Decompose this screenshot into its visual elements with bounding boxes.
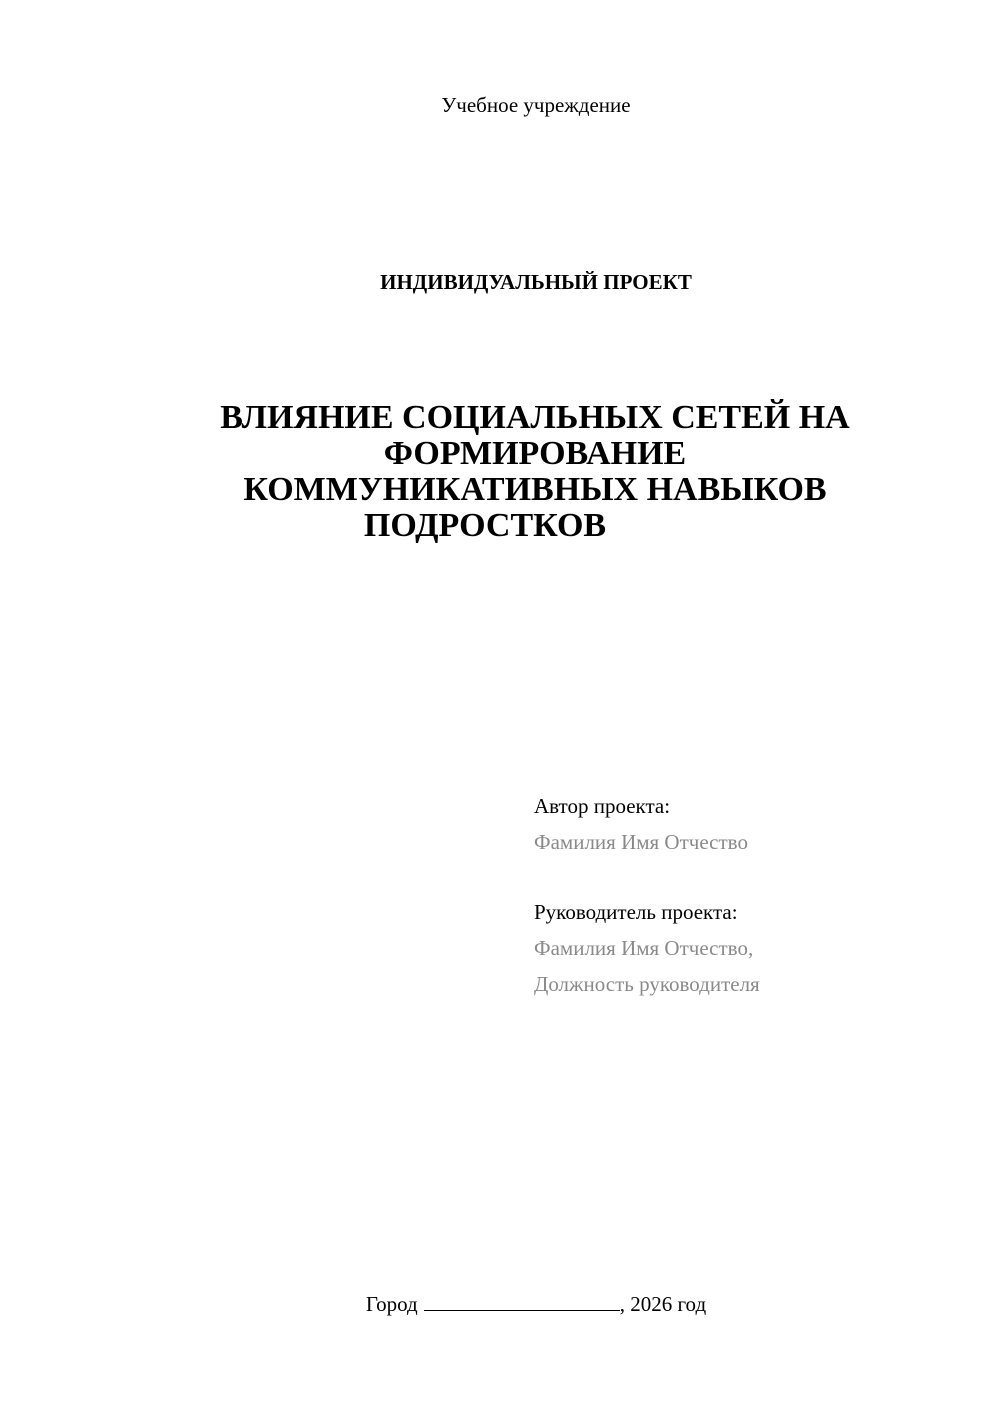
year-text: , 2026 год bbox=[619, 1292, 707, 1316]
supervisor-name: Фамилия Имя Отчество, bbox=[534, 936, 754, 960]
title-line: ВЛИЯНИЕ СОЦИАЛЬНЫХ СЕТЕЙ НА bbox=[220, 399, 850, 436]
supervisor-label: Руководитель проекта: bbox=[534, 900, 738, 924]
spacer bbox=[534, 860, 974, 894]
title-line: ПОДРОСТКОВ bbox=[363, 507, 607, 544]
city-blank-line bbox=[424, 1290, 620, 1311]
project-title bbox=[150, 400, 920, 544]
city-label: Город bbox=[365, 1292, 418, 1316]
city-year-line bbox=[0, 1290, 1000, 1318]
credits-block bbox=[534, 788, 974, 1002]
institution-name: Учебное учреждение bbox=[441, 93, 631, 117]
title-line: КОММУНИКАТИВНЫХ НАВЫКОВ bbox=[243, 471, 827, 508]
title-line: ФОРМИРОВАНИЕ bbox=[383, 435, 687, 472]
author-label: Автор проекта: bbox=[534, 794, 671, 818]
supervisor-position: Должность руководителя bbox=[534, 972, 760, 996]
author-name: Фамилия Имя Отчество bbox=[534, 830, 748, 854]
document-type: ИНДИВИДУАЛЬНЫЙ ПРОЕКТ bbox=[380, 270, 692, 294]
